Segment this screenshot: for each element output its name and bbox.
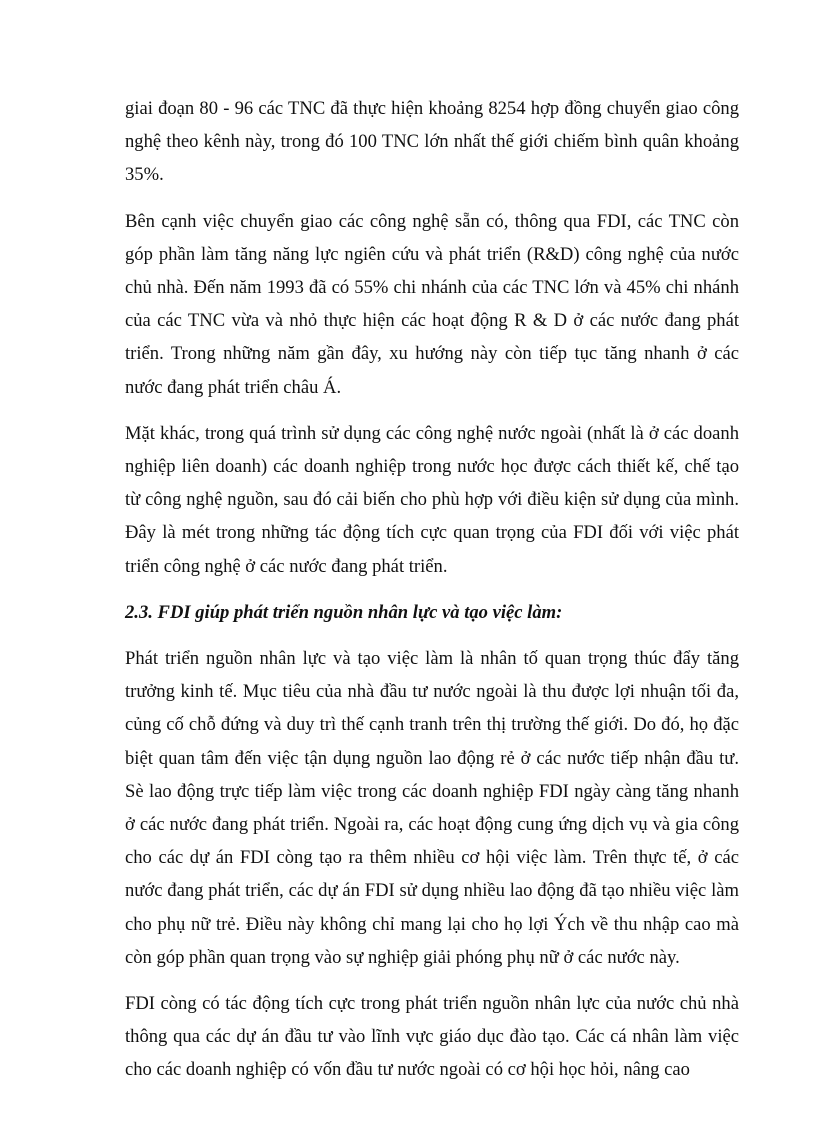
paragraph-3: Mặt khác, trong quá trình sử dụng các công nghệ nước ngoài (nhất là ở các doanh nghiệp liên doanh) các doanh nghiệp trong nước học được cách thiết kế, chế tạo từ công nghệ nguồn, sau đó cải biến cho phù hợp với điều kiện sử dụng của mình. Đây là mét trong những tác động tích cực quan trọng của FDI đối với việc phát triển công nghệ ở các nước đang phát triển. (125, 422, 739, 577)
paragraph-1: giai đoạn 80 - 96 các TNC đã thực hiện khoảng 8254 hợp đồng chuyển giao công nghệ theo kênh này, trong đó 100 TNC lớn nhất thế giới chiếm bình quân khoảng 35%. (125, 98, 739, 186)
paragraph-4: Phát triển nguồn nhân lực và tạo việc làm là nhân tố quan trọng thúc đẩy tăng trưởng kinh tế. Mục tiêu của nhà đầu tư nước ngoài là thu được lợi nhuận tối đa, củng cố chỗ đứng và duy trì thế cạnh tranh trên thị trường thế giới. Do đó, họ đặc biệt quan tâm đến việc tận dụng nguồn lao động rẻ ở các nước tiếp nhận đầu tư. Sè lao động trực tiếp làm việc trong các doanh nghiệp FDI ngày càng tăng nhanh ở các nước đang phát triển. Ngoài ra, các hoạt động cung ứng dịch vụ và gia công cho các dự án FDI còng tạo ra thêm nhiều cơ hội việc làm. Trên thực tế, ở các nước đang phát triển, các dự án FDI sử dụng nhiều lao động đã tạo nhiều việc làm cho phụ nữ trẻ. Điều này không chỉ mang lại cho họ lợi Ých về thu nhập cao mà còn góp phần quan trọng vào sự nghiệp giải phóng phụ nữ ở các nước này. (125, 648, 739, 968)
document-body (125, 92, 739, 1100)
paragraph-5: FDI còng có tác động tích cực trong phát triển nguồn nhân lực của nước chủ nhà thông qua các dự án đầu tư vào lĩnh vực giáo dục đào tạo. Các cá nhân làm việc cho các doanh nghiệp có vốn đầu tư nước ngoài có cơ hội học hỏi, nâng cao (125, 993, 739, 1081)
section-heading: 2.3. FDI giúp phát triển nguồn nhân lực và tạo việc làm: (125, 601, 563, 623)
paragraph-2: Bên cạnh việc chuyển giao các công nghệ sẵn có, thông qua FDI, các TNC còn góp phần làm tăng năng lực ngiên cứu và phát triển (R&D) công nghệ của nước chủ nhà. Đến năm 1993 đã có 55% chi nhánh của các TNC lớn và 45% chi nhánh của các TNC vừa và nhỏ thực hiện các hoạt động R & D ở các nước đang phát triển. Trong những năm gần đây, xu hướng này còn tiếp tục tăng nhanh ở các nước đang phát triển châu Á. (125, 210, 739, 398)
